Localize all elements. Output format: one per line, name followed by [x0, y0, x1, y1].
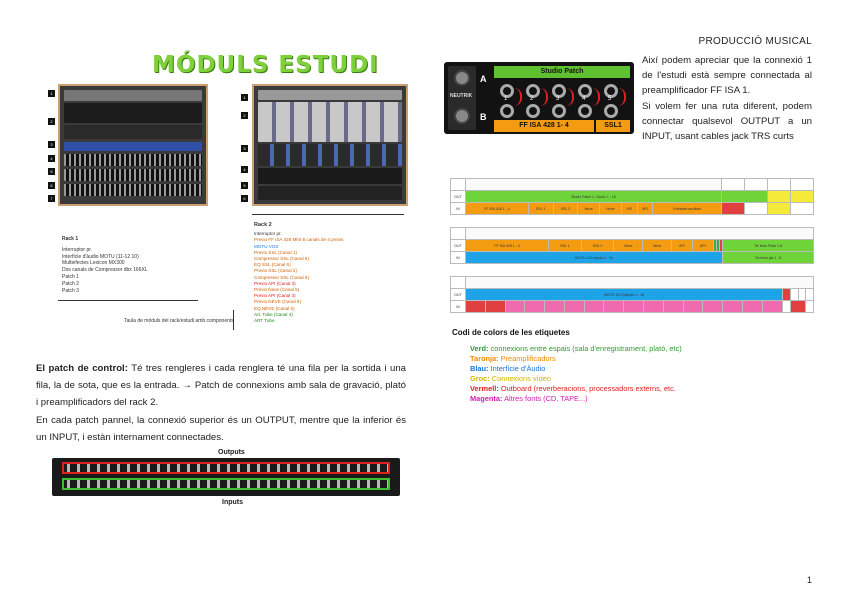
legend-item-text: connexions entre espais (sala d'enregistrament, plató, etc) — [488, 344, 682, 353]
rack-2-label: 3 — [241, 145, 248, 152]
right-paragraph-2: Si volem fer una ruta diferent, podem connectar qualsevol OUTPUT a un INPUT, usant cables jack TRS curts — [642, 101, 812, 142]
out-cell: Neve — [643, 240, 672, 252]
legend-item — [452, 364, 812, 374]
arrow-icon — [564, 88, 574, 106]
rack-2-label: 5 — [241, 182, 248, 189]
motu-outputs-cell: MOTU 1/O Outputs 1 - 16 — [466, 289, 783, 301]
caption: Taula de mòduls del rack/estudi amb components — [124, 318, 234, 324]
rack-2-label: 6 — [241, 195, 248, 202]
legend-item-text: Interfície d'Àudio — [488, 364, 546, 373]
in-label: IN — [451, 301, 466, 313]
rack-2-label: 1 — [241, 94, 248, 101]
jack-number: 3 — [556, 96, 560, 102]
patch-table-2 — [450, 227, 814, 264]
in-cell: API — [637, 203, 653, 215]
rack-2-item: Interruptor pr. — [254, 231, 282, 237]
rack-2-label: 4 — [241, 166, 248, 173]
rack-2-label: 2 — [241, 112, 248, 119]
rack-1-title: Rack 1 — [62, 236, 79, 242]
legend-item-text: Outboard (reverberacions, processadors externs, etc. — [498, 384, 676, 393]
legend-item-label: Verd: — [470, 344, 489, 353]
tie-lines-out: Tie lines Plató 1-8 — [723, 240, 814, 252]
legend-item — [452, 344, 812, 354]
in-cell: Entrades auxiliars — [653, 203, 722, 215]
rack-2-item: Previo API (Canal 3) — [254, 293, 296, 299]
motu-inputs-cell: MOTU 1/O Inputs 1 - 16 — [466, 252, 723, 264]
in-cell: FF ISA 428 1 - 4 — [466, 203, 529, 215]
in-cell: Neve — [600, 203, 622, 215]
patch-table-1 — [450, 178, 814, 215]
rack-1-photo — [58, 84, 208, 206]
rack-1-label: 3 — [48, 141, 55, 148]
rack-1-label: 6 — [48, 182, 55, 189]
legend-item-label: Groc: — [470, 374, 490, 383]
tie-lines-in: Tie lines pla 1 - 8 — [723, 252, 814, 264]
rack-2-item: EQ NEVE (Canal 5) — [254, 305, 295, 311]
jack-number: 4 — [582, 96, 586, 102]
in-cell: Neve — [578, 203, 600, 215]
rack-1-item: Multiefectes Lexicon MX300 — [62, 260, 125, 267]
rack-2-item: Previo NEVE (Canal 5) — [254, 299, 301, 305]
jack — [500, 104, 514, 118]
jack — [526, 104, 540, 118]
legend-item — [452, 384, 812, 394]
legend-item-label: Vermell: — [470, 384, 499, 393]
divider — [252, 214, 404, 215]
out-cell: SSL 1 — [549, 240, 582, 252]
rack-1-label: 1 — [48, 90, 55, 97]
rack-1-list — [62, 236, 202, 294]
rack-2-item: EQ SSL (Canal 6) — [254, 262, 291, 268]
jack-number: 5 — [608, 96, 612, 102]
legend-item — [452, 374, 812, 384]
rack-2-title: Rack 2 — [254, 222, 272, 228]
legend-item-label: Magenta: — [470, 394, 503, 403]
bay-outputs-label: Outputs — [218, 449, 245, 456]
rack-2-item: Previo SSL (Canal 2) — [254, 268, 297, 274]
in-label: IN — [451, 252, 466, 264]
rack-2-item: Previo SSL (Canal 1) — [254, 249, 297, 255]
page-title: MÓDULS ESTUDI — [152, 52, 379, 78]
legend-item-label: Taronja: — [470, 354, 499, 363]
rack-2-item: Art. Tube (Canal 4) — [254, 311, 293, 317]
rack-1-label: 7 — [48, 195, 55, 202]
patch-description-heading: El patch de control: — [36, 363, 128, 374]
out-label: OUT — [451, 289, 466, 301]
rack-1-label: 5 — [48, 168, 55, 175]
patch-bay-photo — [52, 458, 400, 496]
legend-item — [452, 354, 812, 364]
rack-2-item: Compressor SSL (Canal 6) — [254, 256, 309, 262]
bay-inputs-label: Inputs — [222, 499, 243, 506]
rack-1-item: Dos canals de Compressor dbx 166XL — [62, 267, 148, 274]
in-cell: SSL 1 — [528, 203, 553, 215]
patch-table-3 — [450, 276, 814, 313]
row-a-label: A — [480, 74, 487, 84]
arrow-icon — [538, 88, 548, 106]
page-number: 1 — [806, 575, 812, 585]
arrow-icon — [616, 88, 626, 106]
isa-label: FF ISA 428 1- 4 — [494, 120, 594, 132]
out-label: OUT — [451, 240, 466, 252]
legend-item-text: Altres fonts (CD, TAPE...) — [502, 394, 588, 403]
brand-label: NEUTRIK — [450, 93, 473, 99]
page-header: PRODUCCIÓ MUSICAL — [698, 36, 812, 47]
out-green-cell: Studio Patch 1 / Àudio 1 - 16 — [466, 191, 722, 203]
legend-item-label: Blau: — [470, 364, 489, 373]
out-cell: SSL 2 — [581, 240, 614, 252]
out-cell: API — [692, 240, 713, 252]
rack-2-photo — [252, 84, 408, 206]
out-label: OUT — [451, 191, 466, 203]
studio-patch-label: Studio Patch — [494, 66, 630, 78]
jack-number: 2 — [530, 96, 534, 102]
jack — [552, 104, 566, 118]
rack-2-item: ART Tube — [254, 318, 275, 324]
patch-description-body: Té tres rengleres i cada renglera té una fila per la sortida i una fila, la de sota, que es la entrada. → Patch de connexions amb sala de gravació, plató i preamplificadors del rack 2. — [36, 363, 406, 408]
rack-2-item: Previo API (Canal 3) — [254, 280, 296, 286]
divider — [58, 300, 198, 301]
legend-item — [452, 394, 812, 404]
row-b-label: B — [480, 112, 487, 122]
arrow-icon — [590, 88, 600, 106]
color-legend — [452, 328, 812, 404]
jack-number: 1 — [504, 96, 508, 102]
rack-2-item: MOTU VOX — [254, 243, 279, 249]
rack-1-label: 2 — [48, 118, 55, 125]
ssl-label: SSL1 — [596, 120, 630, 132]
in-label: IN — [451, 203, 466, 215]
jack — [604, 104, 618, 118]
patch-description — [36, 360, 406, 411]
arrow-icon — [512, 88, 522, 106]
jack — [578, 104, 592, 118]
rack-1-item: Patch 2 — [62, 280, 79, 287]
rack-1-label: 4 — [48, 155, 55, 162]
in-cell: SSL 2 — [553, 203, 578, 215]
out-cell: API — [672, 240, 693, 252]
rack-1-item: Interfície d'àudio MOTU (11-12 10) — [62, 253, 139, 260]
rack-2-item: Compressor SSL (Canal 6) — [254, 274, 309, 280]
legend-item-text: Preamplificadors — [498, 354, 556, 363]
right-paragraph-1: Així podem apreciar que la connexió 1 de l'estudi està sempre connectada al preamplificador FF ISA 1. — [642, 55, 812, 96]
rack-2-list — [254, 222, 404, 324]
out-cell: Neve — [614, 240, 643, 252]
patch-explanation: En cada patch pannel, la connexió superior és un OUTPUT, mentre que la inferior és un INPUT, i estàn internament connectades. — [36, 415, 406, 443]
rack-2-item: Previo FF ISA 428 MkII 8 canals de 4 previs — [254, 237, 344, 243]
rack-2-item: Previo Neve (Canal 5) — [254, 287, 300, 293]
in-cell: API — [621, 203, 637, 215]
rack-1-item: Interruptor pr. — [62, 246, 93, 253]
rack-1-item: Patch 1 — [62, 273, 79, 280]
studio-patch-photo — [444, 62, 634, 134]
rack-1-item: Patch 3 — [62, 287, 79, 294]
out-cell: FF ISA 428 1 - 4 — [466, 240, 549, 252]
legend-item-text: Connexions vídeo — [489, 374, 551, 383]
legend-title: Codi de colors de les etiquetes — [452, 328, 570, 337]
